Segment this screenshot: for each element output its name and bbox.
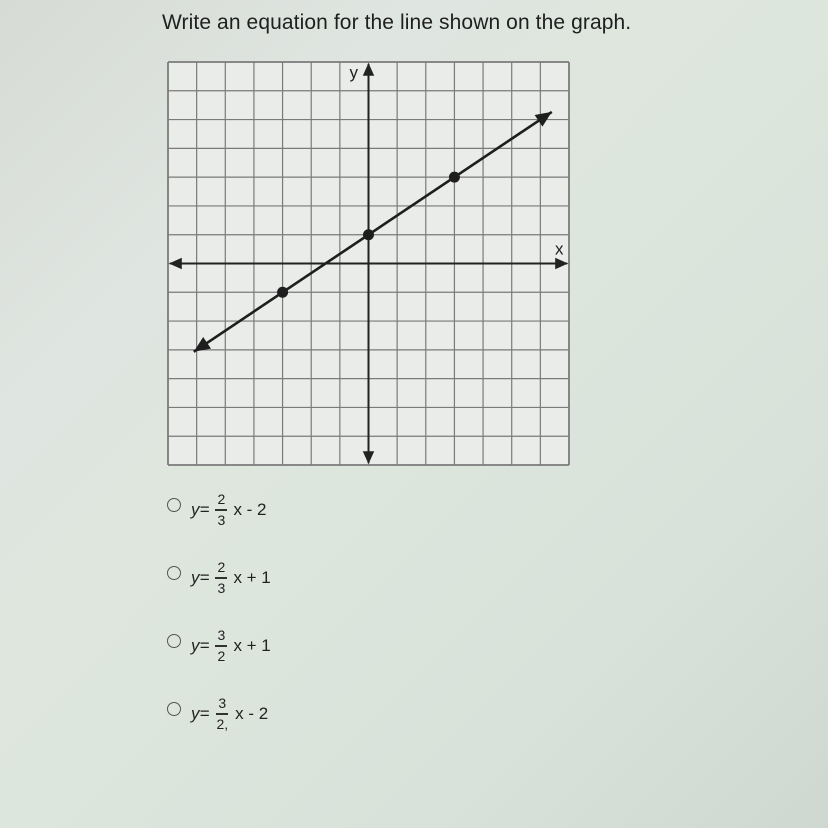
- equation-lhs: y=: [191, 568, 210, 587]
- fraction: [215, 696, 229, 731]
- radio-button[interactable]: [167, 566, 181, 580]
- question-text: Write an equation for the line shown on the graph.: [162, 11, 632, 34]
- equation-lhs: y=: [191, 704, 210, 723]
- fraction-bar: [215, 645, 227, 646]
- fraction-bar: [215, 577, 227, 578]
- fraction-denominator: 2,: [216, 715, 229, 732]
- equation-lhs: y=: [191, 500, 210, 519]
- equation: [191, 488, 267, 532]
- equation-rhs: x + 1: [233, 568, 271, 587]
- fraction-numerator: 2: [217, 559, 226, 576]
- answer-choice-1[interactable]: [165, 478, 325, 538]
- fraction-numerator: 2: [217, 491, 226, 508]
- fraction-denominator: 3: [217, 579, 226, 596]
- equation-rhs: x - 2: [233, 500, 267, 519]
- fraction-bar: [215, 509, 227, 510]
- fraction: [215, 628, 227, 663]
- fraction-numerator: 3: [218, 695, 227, 712]
- graph-svg: [167, 61, 570, 466]
- fraction-bar: [216, 713, 228, 714]
- line-point: [363, 229, 374, 240]
- x-axis-label: x: [555, 239, 564, 259]
- radio-button[interactable]: [167, 634, 181, 648]
- radio-button[interactable]: [167, 498, 181, 512]
- equation-rhs: x - 2: [235, 704, 269, 723]
- fraction: [215, 560, 227, 595]
- y-axis-label: y: [349, 63, 358, 82]
- radio-button[interactable]: [167, 702, 181, 716]
- fraction-numerator: 3: [217, 627, 226, 644]
- coordinate-graph: [167, 61, 570, 466]
- equation: [191, 624, 271, 668]
- equation: [191, 692, 268, 736]
- answer-choice-3[interactable]: [165, 614, 325, 674]
- line-point: [449, 172, 460, 183]
- equation-lhs: y=: [191, 636, 210, 655]
- fraction: [215, 492, 227, 527]
- fraction-denominator: 2: [217, 647, 226, 664]
- equation-rhs: x + 1: [233, 636, 271, 655]
- answer-choice-4[interactable]: [165, 682, 325, 742]
- equation: [191, 556, 271, 600]
- answer-choice-2[interactable]: [165, 546, 325, 606]
- fraction-denominator: 3: [217, 511, 226, 528]
- line-point: [277, 287, 288, 298]
